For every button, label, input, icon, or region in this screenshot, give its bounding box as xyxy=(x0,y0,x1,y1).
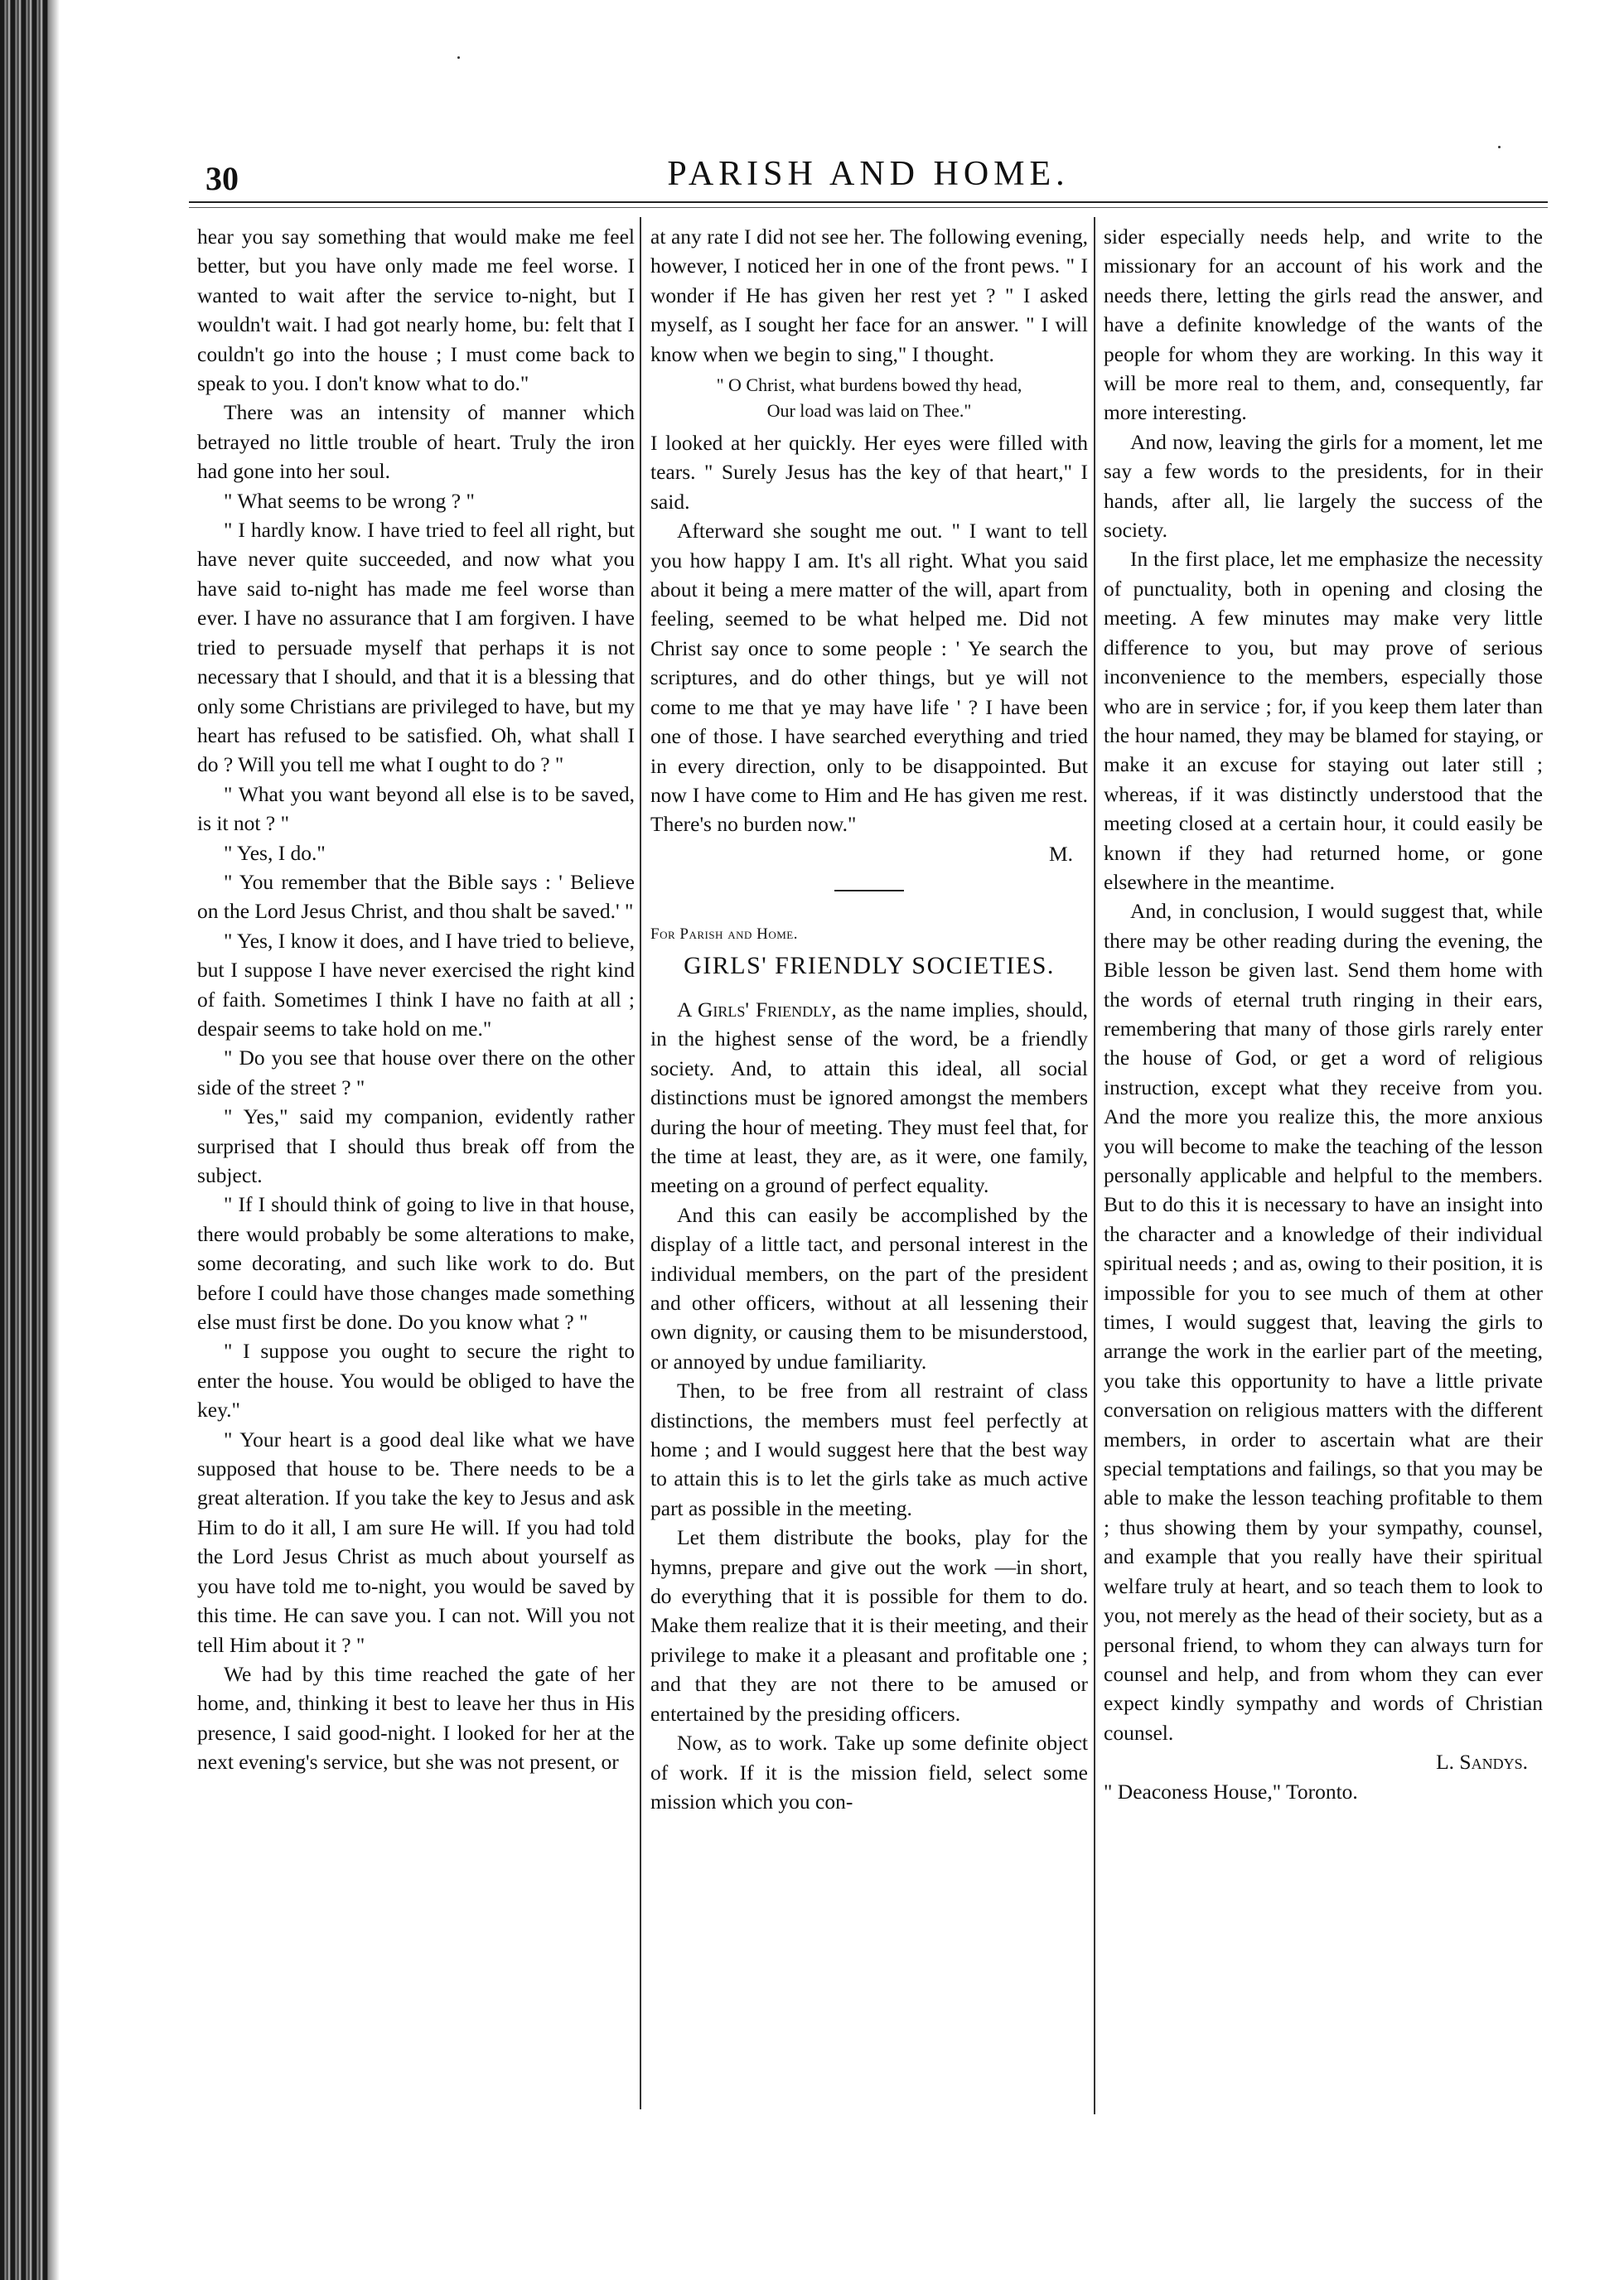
hymn-verse xyxy=(650,372,1088,423)
lead-in-caps: A Girls' Friendly, xyxy=(677,997,837,1022)
paragraph: " Yes, I know it does, and I have tried to believe, but I suppose I have never exercised the right kind of faith. Sometimes I think I have no faith at all ; despair seems to take hold on me." xyxy=(197,928,635,1041)
print-speck xyxy=(457,56,460,59)
print-speck xyxy=(1498,146,1501,148)
page-number: 30 xyxy=(205,160,239,197)
page-binding-shadow xyxy=(48,0,60,2280)
paragraph: We had by this time reached the gate of her home, and, thinking it best to leave her thus in His presence, I said good-night. I looked for her at the next evening's service, but she was not present, or xyxy=(197,1661,635,1775)
paragraph: sider especially needs help, and write to the missionary for an account of his work and the needs there, letting the girls read the answer, and have a definite knowledge of the wants of the people for whom they are working. In this way it will be more real to them, and, consequently, far more interesting. xyxy=(1104,225,1543,425)
paragraph: In the first place, let me emphasize the necessity of punctuality, both in opening and closing the meeting. A few minutes may make very little difference to you, but may prove of serious inconvenience to the members, especially those who are in service ; for, if you keep them later than the hour named, they may be blamed for staying, or make it an excuse for staying out later still ; whereas, if it was distinctly understood that the meeting closed at a certain hour, it could easily be known if they had returned home, or gone elsewhere in the meantime. xyxy=(1104,547,1543,894)
header-rule-thin xyxy=(189,207,1548,208)
paragraph: " I hardly know. I have tried to feel all right, but have never quite succeeded, and now what you have said to-night has made me feel worse than ever. I have no assurance that I am forgiven. I have tried to persuade myself that perhaps it is not necessary that I should, and that it is a blessing that only some Christians are privileged to have, but my heart has refused to be satisfied. Oh, what shall I do ? Will you tell me what I ought to do ? " xyxy=(197,518,635,777)
paragraph: " You remember that the Bible says : ' Believe on the Lord Jesus Christ, and thou shalt be saved.' " xyxy=(197,869,635,924)
verse-line: " O Christ, what burdens bowed thy head, xyxy=(716,374,1022,396)
paragraph: And now, leaving the girls for a moment, let me say a few words to the presidents, for in their hands, after all, lie largely the success of the society. xyxy=(1104,429,1543,543)
paragraph: " I suppose you ought to secure the right to enter the house. You would be obliged to have the key." xyxy=(197,1339,635,1423)
paragraph: Then, to be free from all restraint of class distinctions, the members must feel perfectly at home ; and I would suggest here that the best way to attain this is to let the girls take as much active part as possible in the meeting. xyxy=(650,1379,1088,1520)
paragraph: at any rate I did not see her. The following evening, however, I noticed her in one of the front pews. " I wonder if He has given her rest yet ? " I asked myself, as I sought her face for an answer. " I will know when we begin to sing," I thought. xyxy=(650,225,1088,366)
paragraph: And, in conclusion, I would suggest that, while there may be other reading during the evening, the Bible lesson be given last. Send them home with the words of eternal truth ringing in their ears, remembering that many of those girls rarely enter the house of God, or get a word of religious instruction, except what they receive from you. And the more you realize this, the more anxious you will become to make the teaching of the lesson personally applicable and helpful to the members. But to do this it is necessary to have an insight into the character and a knowledge of their individual spiritual needs ; and as, owing to their position, it is impossible for you to see much of them at other times, I would suggest that, leaving the girls to arrange the work in the earlier part of the meeting, you take this opportunity to have a little private conversation on religious matters with the different members, in order to ascertain what are their special temptations and failings, so that you may be able to make the lesson teaching profitable to them ; thus showing them by your sympathy, counsel, and example that you really have their spiritual welfare truly at heart, and so teach them to look to you, not merely as the head of their society, but as a personal friend, to whom they can always turn for counsel and help, and from whom they can ever expect kindly sympathy and words of Christian counsel. xyxy=(1104,899,1543,1745)
paragraph: Now, as to work. Take up some definite object of work. If it is the mission field, select some mission which you con- xyxy=(650,1731,1088,1814)
source-credit: For Parish and Home. xyxy=(650,925,798,944)
paragraph: hear you say something that would make me feel better, but you have only made me feel worse. I wanted to wait after the service to-night, but I wouldn't wait. I had got nearly home, bu: felt that I couldn't go into the house ; I must come back to speak to you. I don't know what to do." xyxy=(197,225,635,396)
column-divider xyxy=(640,217,641,2109)
author-address: " Deaconess House," Toronto. xyxy=(1104,1779,1358,1804)
paragraph: I looked at her quickly. Her eyes were filled with tears. " Surely Jesus has the key of that heart," I said. xyxy=(650,431,1088,514)
paragraph: Afterward she sought me out. " I want to tell you how happy I am. It's all right. What you said about it being a mere matter of the will, apart from feeling, seemed to be what helped me. Did not Christ say once to some people : ' Ye search the scriptures, and do other things, but ye will not come to me that ye may have life ' ? I have been one of those. I have searched everything and tried in every direction, only to be disappointed. But now I have come to Him and He has given me rest. There's no burden now." xyxy=(650,519,1088,837)
paragraph: " Yes," said my companion, evidently rather surprised that I should thus break off from the subject. xyxy=(197,1104,635,1187)
page-binding-edge xyxy=(0,0,48,2280)
running-title: PARISH AND HOME. xyxy=(667,155,1070,193)
column-divider xyxy=(1094,217,1095,2114)
column-2 xyxy=(650,222,1088,1816)
article-title: GIRLS' FRIENDLY SOCIETIES. xyxy=(684,951,1055,979)
section-divider xyxy=(834,890,904,891)
paragraph xyxy=(650,995,1088,1200)
paragraph: Let them distribute the books, play for the hymns, prepare and give out the work —in short, do everything that it is possible for them to do. Make them realize that it is their meeting, and their privilege to make it a pleasant and profitable one ; and that they are not there to be amused or entertained by the presiding officers. xyxy=(650,1525,1088,1726)
paragraph: " Your heart is a good deal like what we have supposed that house to be. There needs to be a great alteration. If you take the key to Jesus and ask Him to do it all, I am sure He will. If you had told the Lord Jesus Christ as much about yourself as you have told me to-night, you would be saved by this time. He can save you. I can not. Will you not tell Him about it ? " xyxy=(197,1427,635,1657)
paragraph: " What you want beyond all else is to be saved, is it not ? " xyxy=(197,781,635,836)
story-signature: M. xyxy=(1048,841,1073,866)
paragraph-text: as the name implies, should, in the highest sense of the word, be a friendly society. And, to attain this ideal, all social distinctions must be ignored amongst the members during the hour of meeting. They must feel that, for the time at least, they are, as it were, one family, meeting on a ground of perfect equality. xyxy=(650,997,1088,1198)
column-1 xyxy=(197,222,635,1777)
paragraph: And this can easily be accomplished by the display of a little tact, and personal interest in the individual members, on the part of the president and other officers, without at all lessening their own dignity, or causing them to be misunderstood, or annoyed by undue familiarity. xyxy=(650,1202,1088,1374)
paragraph: " Do you see that house over there on the other side of the street ? " xyxy=(197,1046,635,1099)
paragraph: " Yes, I do." xyxy=(224,840,326,865)
paragraph: " What seems to be wrong ? " xyxy=(224,488,475,513)
page-header xyxy=(189,151,1548,200)
header-rule xyxy=(189,201,1548,203)
verse-line: Our load was laid on Thee." xyxy=(766,400,972,422)
column-3 xyxy=(1104,222,1543,1806)
paragraph: " If I should think of going to live in that house, there would probably be some alterations to make, some decorating, and such like work to do. But before I could have those changes made something else must first be done. Do you know what ? " xyxy=(197,1192,635,1335)
paragraph: There was an intensity of manner which betrayed no little trouble of heart. Truly the iron had gone into her soul. xyxy=(197,400,635,484)
article-signature: L. Sandys. xyxy=(1436,1750,1528,1775)
